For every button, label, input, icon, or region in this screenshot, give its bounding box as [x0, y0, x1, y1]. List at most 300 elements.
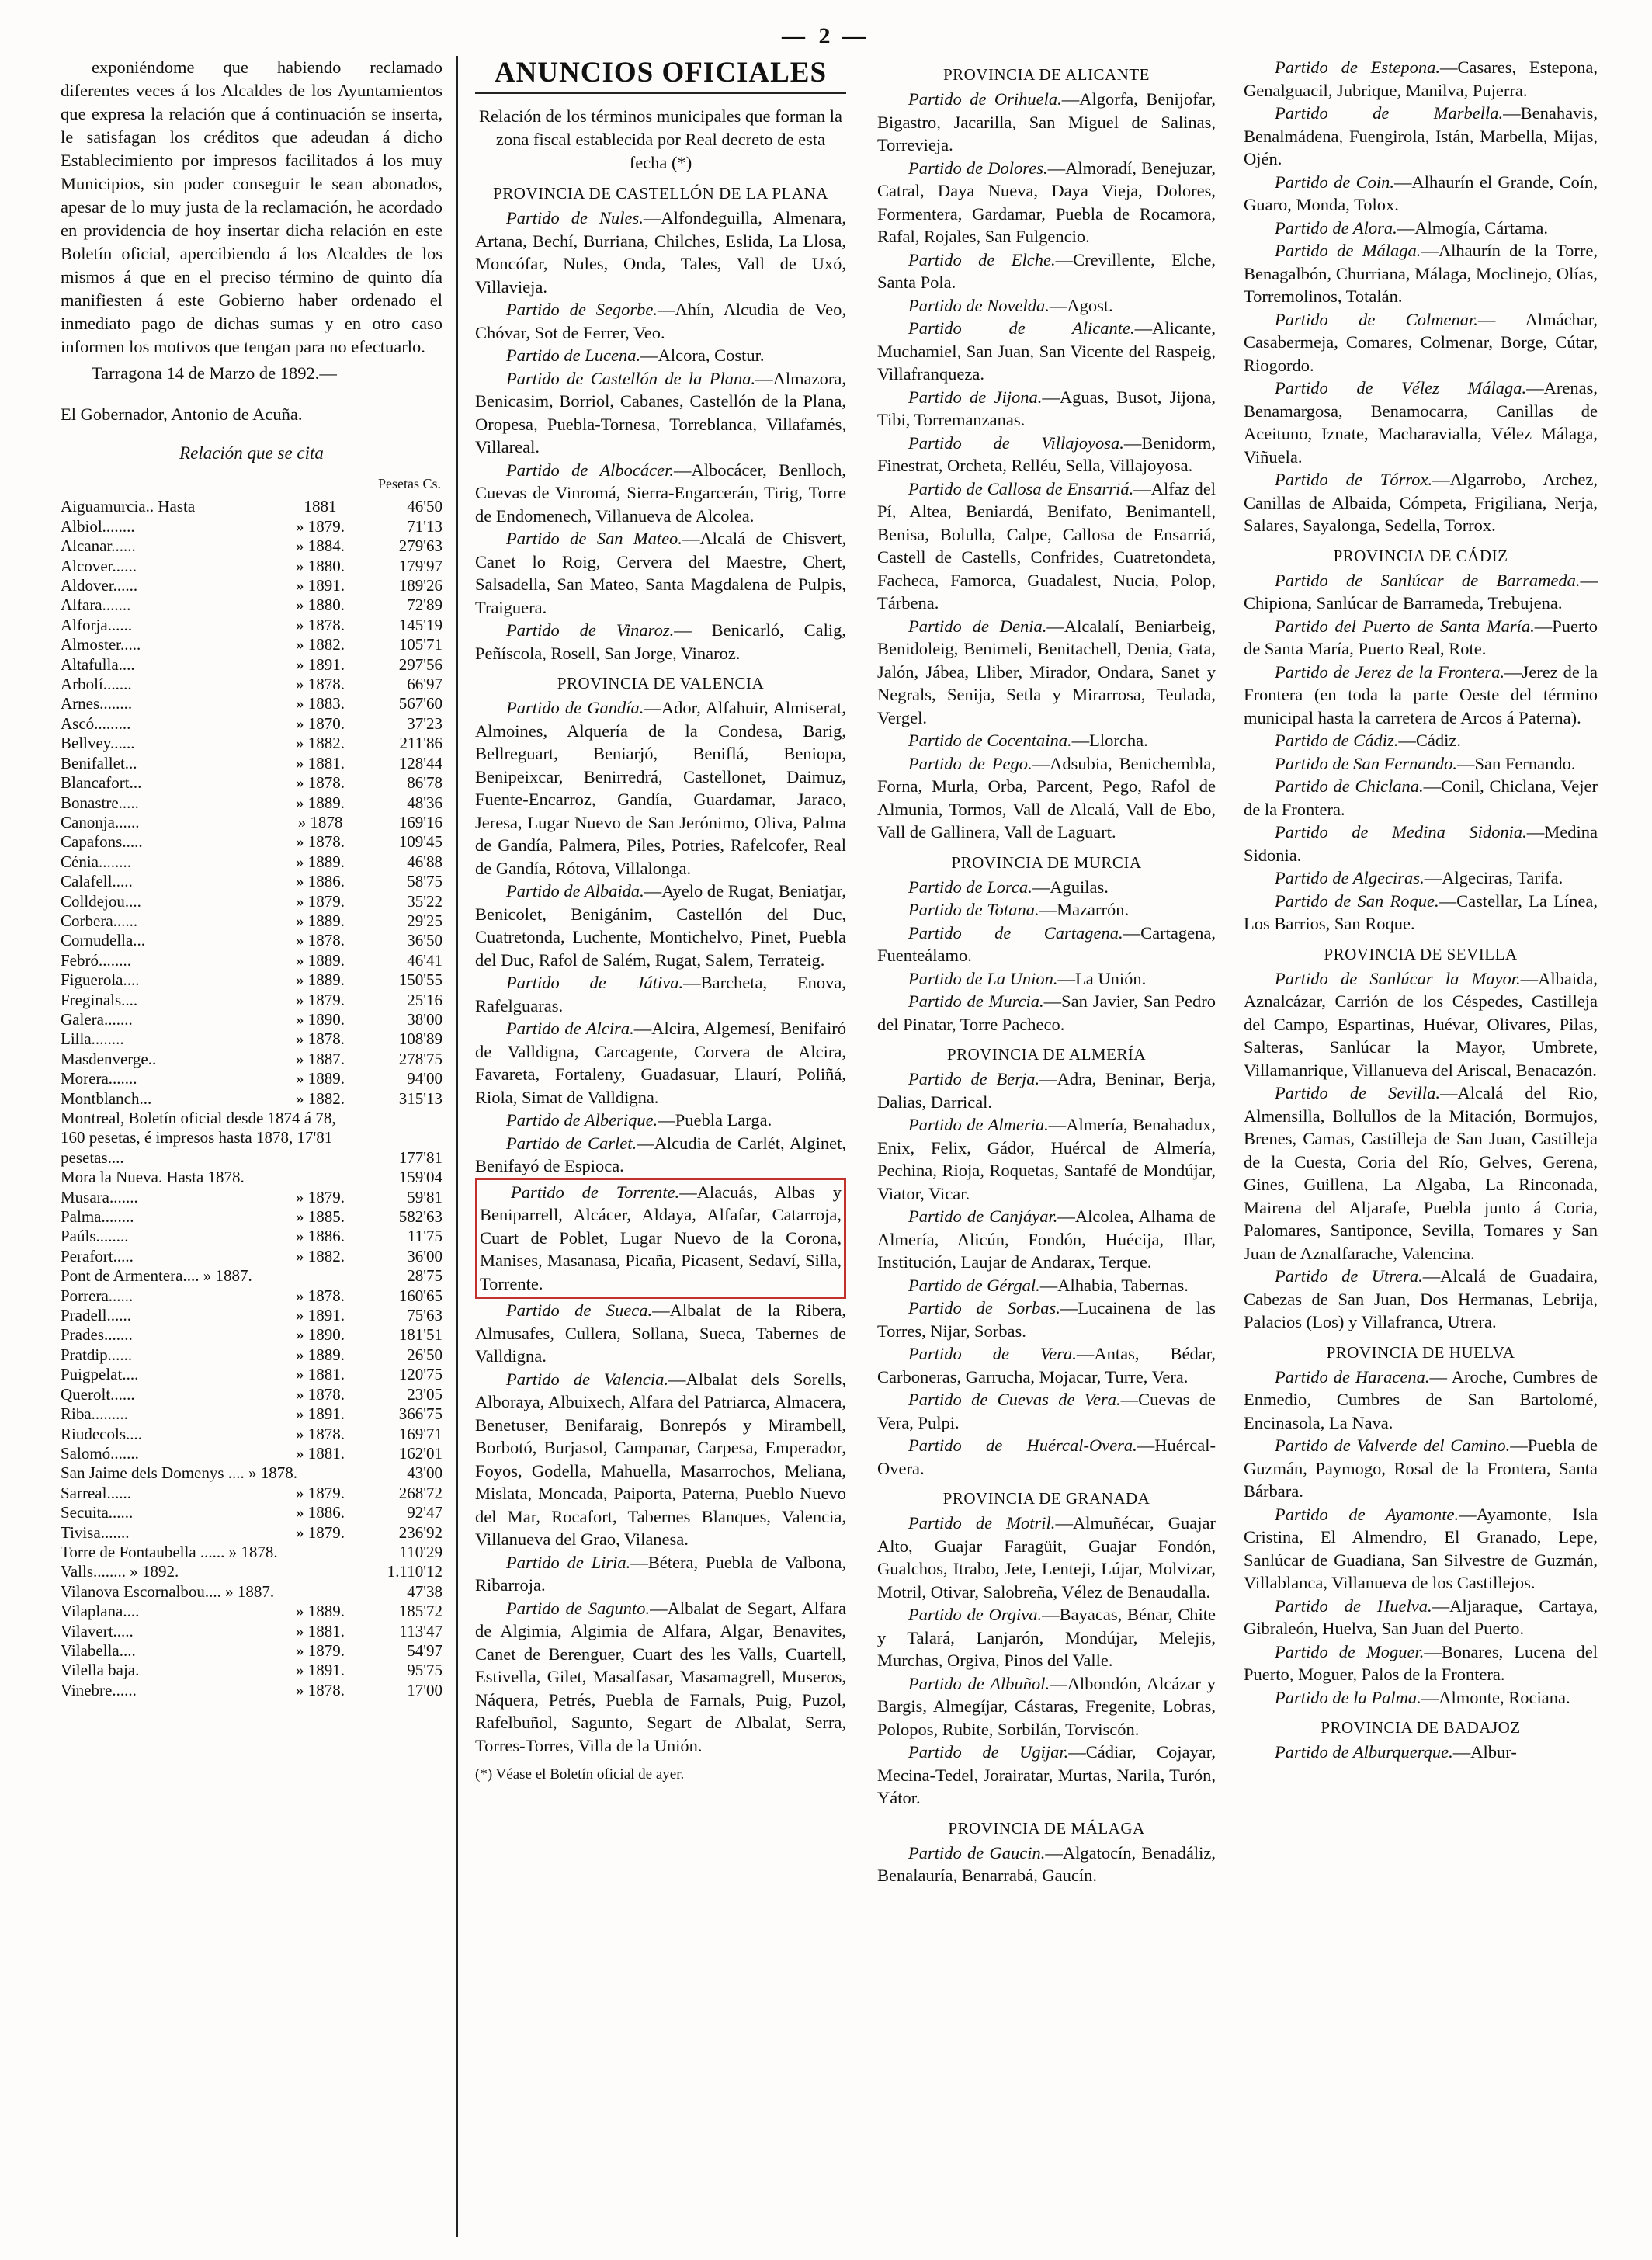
partido-municipalities: —Albalat de la Ribera, Almusafes, Cullera, Sollana, Sueca, Tabernes de Valldigna.: [475, 1300, 846, 1366]
year-cell: 1881: [304, 497, 337, 516]
year-cell: » 1880.: [296, 595, 345, 615]
partido-label: Partido de Torrente.: [511, 1182, 680, 1202]
amount-cell: 105'71: [398, 635, 442, 654]
partido-label: Partido de Canjáyar.: [908, 1206, 1058, 1226]
year-cell: » 1891.: [296, 1404, 345, 1424]
province-heading: PROVINCIA DE VALENCIA: [557, 674, 765, 693]
province-heading: PROVINCIA DE HUELVA: [1326, 1342, 1515, 1362]
municipality-name: Prades.......: [61, 1325, 133, 1345]
table-row: [61, 1365, 442, 1384]
table-row: [61, 832, 442, 852]
partido-municipalities: —Benidorm, Finestrat, Orcheta, Relléu, Sella, Villajoyosa.: [877, 432, 1216, 475]
year-cell: » 1889.: [296, 793, 345, 812]
year-cell: » 1881.: [296, 1443, 345, 1463]
municipality-name: Corbera......: [61, 911, 138, 930]
partido-entry: [1244, 217, 1598, 240]
partido-municipalities: —Alcira, Algemesí, Benifairó de Valldigna, Carcagente, Corvera de Alcira, Favareta, Fortaleny, Guadasuar, Llaurí, Poliñá, Riola, Simat de Valldigna.: [475, 1019, 846, 1107]
partido-municipalities: —Bayacas, Bénar, Chite y Talará, Lanjarón, Mondújar, Melejis, Murchas, Orgiva, Pinos del Valle.: [877, 1605, 1216, 1670]
amount-cell: 145'19: [398, 615, 442, 634]
municipality-name: Riba.........: [61, 1404, 128, 1424]
partido-entry: [877, 615, 1216, 730]
year-cell: » 1889.: [296, 1602, 345, 1621]
table-row: [61, 951, 442, 970]
partido-municipalities: —Algeciras, Tarifa.: [1424, 868, 1564, 887]
table-row: [61, 892, 442, 911]
year-cell: » 1886.: [296, 872, 345, 891]
partido-municipalities: —Jerez de la Frontera (en toda la parte Oeste del término municipal hasta la carretera de Arcos á Paterna).: [1244, 661, 1598, 727]
partido-municipalities: —Albalat dels Sorells, Alboraya, Albuixech, Alfara del Patriarca, Almacera, Benetuser, Benifaraig, Bonrepós y Mirambell, Borbotó, Burjasol, Campanar, Carpesa, Emperador, Foyos, Godella, Mahuella, Masarrochos, Meliana, Mislata, Moncada, Paiporta, Paterna, Pueblo Nuevo del Mar, Rocafort, Tabernes Blanques, Valencia, Villanueva del Grao, Vilanesa.: [475, 1369, 846, 1549]
partido-municipalities: —Alcora, Costur.: [640, 345, 765, 365]
partido-label: Partido de Orgiva.: [908, 1605, 1043, 1624]
partido-municipalities: —Almogía, Cártama.: [1397, 217, 1549, 238]
amount-cell: 211'86: [399, 734, 442, 753]
municipality-name: Alforja......: [61, 615, 133, 634]
year-cell: » 1879.: [296, 1483, 345, 1502]
table-row: [61, 694, 442, 713]
partido-label: Partido de Cádiz.: [1275, 731, 1399, 750]
partido-entry: [1244, 866, 1598, 890]
amount-cell: 95'75: [407, 1661, 442, 1680]
partido-municipalities: —Alfaz del Pí, Altea, Beniardá, Benifato, Benimantell, Benisa, Bolulla, Calpe, Callosa de Ensarriá, Castell de Castells, Confrides, Cuatretondeta, Facheca, Famorca, Guadalest, Nucia, Polop, Tárbena.: [877, 478, 1216, 613]
amount-cell: 181'51: [398, 1325, 442, 1345]
partido-municipalities: —Alfondeguilla, Almenara, Artana, Bechí, Burriana, Chilches, Eslida, La Llosa, Moncófar, Nules, Onda, Tales, Vall de Uxó, Villavieja.: [475, 208, 846, 297]
partido-entry: [1244, 967, 1598, 1082]
partido-entry: [877, 898, 1216, 922]
table-row: [61, 1345, 442, 1365]
partido-entry: [475, 344, 846, 367]
partido-municipalities: —Conil, Chiclana, Vejer de la Frontera.: [1244, 776, 1598, 819]
partido-label: Partido de Sagunto.: [506, 1598, 651, 1618]
municipality-name: Cénia........: [61, 852, 131, 871]
year-cell: » 1879.: [296, 891, 345, 911]
table-row: [61, 1247, 442, 1266]
municipality-name: Almoster.....: [61, 635, 141, 654]
amount-cell: 128'44: [398, 753, 442, 772]
municipality-name: Arbolí.......: [61, 675, 132, 694]
partido-municipalities: —Almería, Benahadux, Enix, Felix, Gádor, Huércal de Almería, Pechina, Rioja, Roquetas, Santafé de Mondújar, Viator, Vicar.: [877, 1115, 1216, 1203]
year-cell: » 1889.: [296, 950, 345, 970]
partido-municipalities: —Almonte, Rociana.: [1421, 1687, 1570, 1707]
partido-entry: [877, 294, 1216, 318]
municipality-name: Morera.......: [61, 1069, 137, 1088]
partido-label: Partido de la Palma.: [1275, 1687, 1421, 1707]
partido-municipalities: —Adsubia, Benichembla, Forna, Murla, Orba, Parcent, Pego, Rafol de Almunia, Tormos, Vall de Alcalá, Vall de Ebo, Vall de Gallinera, Vall de Laguart.: [877, 753, 1216, 842]
partido-label: Partido de Játiva.: [506, 973, 684, 992]
year-cell: » 1879.: [296, 516, 345, 536]
partido-municipalities: —Cádiz.: [1398, 731, 1461, 750]
partido-municipalities: —Casares, Estepona, Genalguacil, Jubrique, Manilva, Pujerra.: [1244, 57, 1598, 100]
year-cell: » 1878: [297, 812, 343, 831]
column-2-content: [475, 184, 846, 1757]
partido-municipalities: —Puebla de Guzmán, Paymogo, Rosal de la Frontera, Santa Bárbara.: [1244, 1435, 1598, 1501]
partido-label: Partido de Gaucin.: [908, 1842, 1046, 1863]
municipality-name: Benifallet...: [61, 753, 137, 772]
table-row: [61, 1188, 442, 1207]
municipality-name: Aiguamurcia.. Hasta: [61, 497, 196, 516]
amount-cell: 1.110'12: [387, 1562, 442, 1581]
partido-municipalities: —Alcolea, Alhama de Almería, Alicún, Fondón, Huécija, Illar, Institución, Laujar de Andarax, Terque.: [877, 1206, 1216, 1272]
table-row: [61, 1404, 442, 1424]
partido-entry: [1244, 661, 1598, 730]
table-row: [61, 793, 442, 813]
partido-entry: [475, 971, 846, 1017]
partido-entry: [877, 922, 1216, 967]
municipality-name: Tivisa.......: [61, 1522, 130, 1542]
partido-entry: [877, 1672, 1216, 1741]
province-heading: PROVINCIA DE ALICANTE: [943, 65, 1150, 84]
partido-label: Partido de Cocentaina.: [908, 731, 1072, 750]
municipality-name: Porrera......: [61, 1286, 134, 1305]
amount-cell: 567'60: [398, 694, 442, 713]
partido-entry: [1244, 1434, 1598, 1503]
partido-entry: [1244, 1081, 1598, 1265]
table-row: [61, 1622, 442, 1641]
partido-municipalities: —Puebla Larga.: [658, 1110, 772, 1130]
municipality-name: Pratdip......: [61, 1345, 133, 1364]
partido-municipalities: —Mazarrón.: [1039, 900, 1130, 919]
year-cell: » 1878.: [296, 1680, 345, 1699]
amount-cell: 37'23: [407, 713, 442, 733]
partido-label: Partido de Liria.: [506, 1552, 631, 1572]
table-row: [61, 1168, 442, 1187]
municipality-name: Pradell......: [61, 1306, 131, 1325]
partido-municipalities: —La Unión.: [1057, 968, 1147, 988]
amount-cell: 46'41: [407, 950, 442, 970]
partido-municipalities: —Algorfa, Benijofar, Bigastro, Jacarilla, San Miguel de Salinas, Torrevieja.: [877, 89, 1216, 154]
partido-label: Partido de Castellón de la Plana.: [506, 368, 756, 388]
partido-entry: [877, 1741, 1216, 1810]
year-cell: » 1891.: [296, 576, 345, 595]
table-row: [61, 1207, 442, 1227]
amount-cell: 236'92: [398, 1522, 442, 1542]
province-heading: PROVINCIA DE CASTELLÓN DE LA PLANA: [493, 184, 828, 203]
partido-label: Partido de Orihuela.: [908, 89, 1062, 109]
amount-cell: 23'05: [407, 1384, 442, 1404]
partido-label: Partido de Novelda.: [908, 295, 1050, 315]
municipality-note: Valls........ » 1892.: [61, 1562, 179, 1581]
partido-entry: [877, 1434, 1216, 1480]
amount-cell: 25'16: [407, 990, 442, 1009]
partido-label: Partido de Valencia.: [506, 1369, 668, 1389]
partido-municipalities: —Albur-: [1452, 1742, 1517, 1762]
table-row: [61, 1010, 442, 1029]
partido-municipalities: —Antas, Bédar, Carboneras, Garrucha, Mojacar, Turre, Vera.: [877, 1344, 1216, 1387]
partido-entry: [475, 1132, 846, 1178]
partido-municipalities: —Llorcha.: [1071, 731, 1148, 750]
year-cell: » 1882.: [296, 635, 345, 654]
year-cell: » 1878.: [296, 615, 345, 634]
municipality-name: Freginals....: [61, 990, 138, 1009]
intro-paragraph: exponiéndome que habiendo reclamado diferentes veces á los Alcaldes de los Ayuntamientos que expresa la relación que á continuación se inserta, le satisfagan los créditos que adeudan á dicho Establecimiento por impresos facilitados á los muy Municipios, sin poder conseguir le sean abonados, apesar de lo muy justa de la reclamación, he acordado en providencia de hoy insertar dicha relación en este Boletín oficial, apercibiendo á los Alcaldes de los mismos á que en el preciso término de quinto día manifiesten á este Gobierno haber ordenado el inmediato pago de dichas sumas y en otro caso informen los motivos que tengan para no efectuarlo.: [61, 57, 442, 356]
province-heading: PROVINCIA DE ALMERÍA: [946, 1045, 1147, 1064]
partido-entry: [1244, 377, 1598, 468]
table-row: [61, 1444, 442, 1463]
table-row: [61, 1641, 442, 1661]
partido-municipalities: —Cuevas de Vera, Pulpi.: [877, 1390, 1216, 1432]
municipality-note: Torre de Fontaubella ...... » 1878.: [61, 1542, 278, 1561]
partido-entry: [475, 1368, 846, 1551]
year-cell: » 1882.: [296, 734, 345, 753]
partido-entry: [475, 1551, 846, 1597]
municipality-name: Querolt......: [61, 1384, 135, 1404]
partido-municipalities: —Albaida, Aznalcázar, Carrión de los Céspedes, Castilleja del Campo, Espartinas, Huévar, Olivares, Pilas, Salteras, Sanlúcar la Mayor, Umbrete, Villamanrique, Villanueva del Ariscal, Benacazón.: [1244, 968, 1598, 1080]
partido-municipalities: —San Fernando.: [1456, 753, 1576, 773]
partido-entry: [877, 876, 1216, 899]
table-row: [61, 1562, 442, 1581]
amount-cell: 110'29: [399, 1542, 442, 1561]
municipality-name: Vilabella....: [61, 1640, 136, 1660]
partido-label: Partido de Gandía.: [506, 698, 644, 717]
province-heading: PROVINCIA DE MÁLAGA: [948, 1818, 1145, 1838]
amount-cell: 169'16: [398, 812, 442, 831]
municipality-note: Pont de Armentera.... » 1887.: [61, 1266, 252, 1286]
partido-label: Partido de Sueca.: [506, 1300, 653, 1320]
partido-municipalities: —Alcalá de Guadaira, Cabezas de San Juan, Dos Hermanas, Lebrija, Palacios (Los) y Villafranca, Utrera.: [1244, 1266, 1598, 1331]
partido-label: Partido de Sorbas.: [908, 1298, 1060, 1317]
partido-entry: [475, 459, 846, 528]
partido-entry: [475, 619, 846, 665]
partido-label: Partido de Lorca.: [908, 877, 1032, 897]
partido-label: Partido de Vélez Málaga.: [1275, 378, 1527, 397]
table-row: [61, 1286, 442, 1306]
table-row: [61, 931, 442, 950]
partido-municipalities: —Aguas, Busot, Jijona, Tibi, Torremanzanas.: [877, 387, 1216, 429]
amount-cell: 189'26: [398, 576, 442, 595]
table-row: [61, 813, 442, 832]
table-row: [61, 1484, 442, 1503]
partido-label: Partido de Callosa de Ensarriá.: [908, 478, 1134, 498]
year-cell: » 1878.: [296, 1424, 345, 1443]
municipality-name: Vilaplana....: [61, 1602, 140, 1621]
partido-entry: [877, 990, 1216, 1036]
partido-entry: [1244, 308, 1598, 377]
partido-entry: [877, 1113, 1216, 1205]
year-cell: » 1890.: [296, 1009, 345, 1029]
anuncios-oficiales-title: ANUNCIOS OFICIALES: [494, 57, 828, 89]
amount-cell: 36'50: [407, 931, 442, 950]
municipality-name: Musara.......: [61, 1187, 138, 1206]
province-heading: PROVINCIA DE MURCIA: [951, 852, 1142, 872]
partido-entry: [475, 1109, 846, 1132]
table-row: [61, 852, 442, 872]
municipality-name: Secuita......: [61, 1503, 134, 1522]
partido-label: Partido de Huércal-Overa.: [908, 1435, 1137, 1455]
amount-cell: 120'75: [398, 1365, 442, 1384]
title-rule: [475, 92, 846, 94]
year-cell: » 1870.: [296, 713, 345, 733]
partido-label: Partido de Almeria.: [908, 1115, 1049, 1134]
table-row: [61, 1069, 442, 1088]
municipality-name: Vilavert.....: [61, 1621, 134, 1640]
year-cell: » 1878.: [296, 1029, 345, 1049]
partido-label: Partido de Tórrox.: [1275, 470, 1433, 489]
table-row: [61, 734, 442, 753]
partido-label: Partido de Albuñol.: [908, 1673, 1050, 1693]
table-row: [61, 1425, 442, 1444]
partido-label: Partido del Puerto de Santa María.: [1275, 616, 1535, 636]
amount-cell: 75'63: [407, 1306, 442, 1325]
amount-cell: 279'63: [398, 536, 442, 556]
partido-label: Partido de San Mateo.: [506, 529, 682, 548]
year-cell: » 1884.: [296, 536, 345, 556]
partido-label: Partido de Lucena.: [506, 345, 641, 365]
partido-entry: [877, 729, 1216, 752]
partido-municipalities: —Arenas, Benamargosa, Benamocarra, Canillas de Aceituno, Iznate, Macharavialla, Vélez Málaga, Viñuela.: [1244, 378, 1598, 467]
year-cell: » 1889.: [296, 970, 345, 990]
debts-table-header: [61, 474, 442, 495]
partido-entry-highlighted: [475, 1178, 846, 1300]
year-cell: » 1878.: [296, 675, 345, 694]
debts-table: [61, 497, 442, 1700]
amount-cell: 28'75: [407, 1266, 442, 1286]
partido-label: Partido de Marbella.: [1275, 103, 1504, 123]
year-cell: » 1885.: [296, 1207, 345, 1227]
amount-cell: 94'00: [407, 1069, 442, 1088]
partido-label: Partido de Moguer.: [1275, 1641, 1425, 1661]
partido-label: Partido de Murcia.: [908, 991, 1044, 1011]
partido-entry: [877, 752, 1216, 844]
amount-cell: 268'72: [398, 1483, 442, 1502]
partido-entry: [1244, 468, 1598, 537]
table-row: [61, 1109, 442, 1168]
partido-entry: [475, 1017, 846, 1109]
municipality-name: Paúls........: [61, 1227, 129, 1246]
partido-entry: [877, 1297, 1216, 1342]
table-row: [61, 991, 442, 1010]
year-cell: » 1878.: [296, 1384, 345, 1404]
province-heading: PROVINCIA DE SEVILLA: [1324, 944, 1518, 963]
partido-municipalities: —Aguilas.: [1032, 877, 1109, 897]
partido-label: Partido de Alcira.: [506, 1019, 634, 1038]
partido-entry: [1244, 1640, 1598, 1686]
partido-entry: [1244, 752, 1598, 776]
partido-label: Partido de Algeciras.: [1275, 868, 1425, 887]
partido-entry: [877, 248, 1216, 294]
table-row: [61, 1089, 442, 1109]
partido-entry: [1244, 1503, 1598, 1595]
partido-entry: [475, 207, 846, 298]
partido-municipalities: —Puerto de Santa María, Puerto Real, Rote.: [1244, 616, 1598, 658]
amount-cell: 38'00: [407, 1009, 442, 1029]
table-row: [61, 1385, 442, 1404]
partido-entry: [1244, 102, 1598, 171]
partido-municipalities: —Alicante, Muchamiel, San Juan, San Vicente del Raspeig, Villafranqueza.: [877, 318, 1216, 384]
partido-label: Partido de Ugijar.: [908, 1742, 1069, 1762]
partido-municipalities: —Alhaurín de la Torre, Benagalbón, Churriana, Málaga, Moclinejo, Olías, Torremolinos, Totalán.: [1244, 241, 1598, 306]
partido-label: Partido de Gérgal.: [908, 1275, 1040, 1295]
table-row: [61, 754, 442, 773]
amount-cell: 46'88: [407, 852, 442, 871]
table-row: [61, 1543, 442, 1562]
relacion-cita-heading: Relación que se cita: [179, 443, 324, 463]
partido-label: Partido de Pego.: [908, 753, 1032, 773]
partido-label: Partido de Cartagena.: [908, 922, 1123, 943]
table-row: [61, 1661, 442, 1680]
municipality-name: Alcover......: [61, 556, 137, 575]
amount-cell: 297'56: [398, 654, 442, 674]
amount-cell: 315'13: [398, 1088, 442, 1108]
partido-entry: [1244, 239, 1598, 308]
partido-label: Partido de Albocácer.: [506, 460, 675, 480]
partido-label: Partido de Ayamonte.: [1275, 1504, 1459, 1524]
table-row: [61, 1306, 442, 1325]
table-row: [61, 714, 442, 734]
year-cell: » 1882.: [296, 1246, 345, 1265]
year-cell: » 1879.: [296, 1187, 345, 1206]
amount-cell: 159'04: [398, 1168, 442, 1187]
table-row: [61, 616, 442, 635]
partido-municipalities: —Adra, Beninar, Berja, Dalias, Darrical.: [877, 1069, 1216, 1112]
partido-entry: [877, 157, 1216, 248]
partido-label: Partido de Vera.: [908, 1344, 1077, 1363]
amount-cell: 278'75: [398, 1049, 442, 1068]
municipality-name: Salomó.......: [61, 1443, 139, 1463]
partido-entry: [877, 1388, 1216, 1434]
province-heading: PROVINCIA DE GRANADA: [942, 1489, 1150, 1508]
partido-label: Partido de Málaga.: [1275, 241, 1421, 260]
municipality-name: Albiol........: [61, 516, 135, 536]
amount-cell: 366'75: [398, 1404, 442, 1424]
municipality-name: Arnes........: [61, 694, 133, 713]
partido-label: Partido de Villajoyosa.: [908, 432, 1124, 453]
municipality-name: Puigpelat....: [61, 1365, 139, 1384]
partido-label: Partido de Dolores.: [908, 158, 1048, 178]
year-cell: » 1879.: [296, 990, 345, 1009]
partido-municipalities: —Benahavis, Benalmádena, Fuengirola, Istán, Marbella, Mijas, Ojén.: [1244, 103, 1598, 168]
partido-entry: [1244, 171, 1598, 217]
year-cell: » 1881.: [296, 1365, 345, 1384]
year-cell: » 1878.: [296, 1286, 345, 1305]
partido-entry: [475, 367, 846, 459]
year-cell: » 1891.: [296, 1661, 345, 1680]
partido-label: Partido de San Fernando.: [1275, 753, 1457, 773]
municipality-name: Canonja......: [61, 812, 140, 831]
amount-cell: 92'47: [407, 1503, 442, 1522]
amount-cell: 47'38: [407, 1581, 442, 1601]
year-cell: » 1883.: [296, 694, 345, 713]
year-cell: » 1880.: [296, 556, 345, 575]
partido-label: Partido de Valverde del Camino.: [1275, 1435, 1511, 1455]
partido-entry: [1244, 890, 1598, 936]
partido-label: Partido de Alicante.: [908, 318, 1135, 338]
partido-municipalities: —Bétera, Puebla de Valbona, Ribarroja.: [475, 1552, 846, 1595]
partido-label: Partido de Sanlúcar la Mayor.: [1275, 968, 1521, 988]
footnote: (*) Véase el Boletín oficial de ayer.: [475, 1766, 685, 1783]
municipality-note: Vilanova Escornalbou.... » 1887.: [61, 1581, 275, 1601]
municipality-name: Ascó.........: [61, 713, 131, 733]
partido-municipalities: —Algatocín, Benadáliz, Benalauría, Benarrabá, Gaucín.: [877, 1842, 1216, 1885]
partido-entry: [1244, 1366, 1598, 1435]
amount-cell: 109'45: [398, 832, 442, 852]
year-cell: » 1887.: [296, 1049, 345, 1068]
partido-label: Partido de Carlet.: [506, 1133, 637, 1153]
year-cell: » 1889.: [296, 1069, 345, 1088]
municipality-name: Bonastre.....: [61, 793, 139, 812]
partido-label: Partido de La Union.: [908, 968, 1058, 988]
partido-municipalities: —Alcudia de Carlét, Alginet, Benifayó de Espioca.: [475, 1133, 846, 1175]
year-cell: » 1882.: [296, 1088, 345, 1108]
municipality-name: Aldover......: [61, 576, 138, 595]
partido-municipalities: —Albondón, Alcázar y Bargis, Almegíjar, Cástaras, Fregenite, Lobras, Polopos, Rubite, Sorbilán, Torviscón.: [877, 1673, 1216, 1739]
year-cell: » 1879.: [296, 1522, 345, 1542]
amount-cell: 54'97: [407, 1640, 442, 1660]
partido-label: Partido de Estepona.: [1275, 57, 1440, 77]
amount-cell: 185'72: [398, 1602, 442, 1621]
partido-municipalities: —Ayelo de Rugat, Beniatjar, Benicolet, Benigánim, Castellón del Duc, Cuatretonda, Luchente, Montichelvo, Pinet, Puebla del Duc, Rafol de Salém, Rugat, Salem, Terrateig.: [475, 881, 846, 970]
partido-label: Partido de Sevilla.: [1275, 1083, 1440, 1102]
partido-municipalities: — Benicarló, Calig, Peñíscola, Rosell, San Jorge, Vinaroz.: [475, 620, 846, 663]
partido-municipalities: —Medina Sidonia.: [1244, 822, 1598, 865]
